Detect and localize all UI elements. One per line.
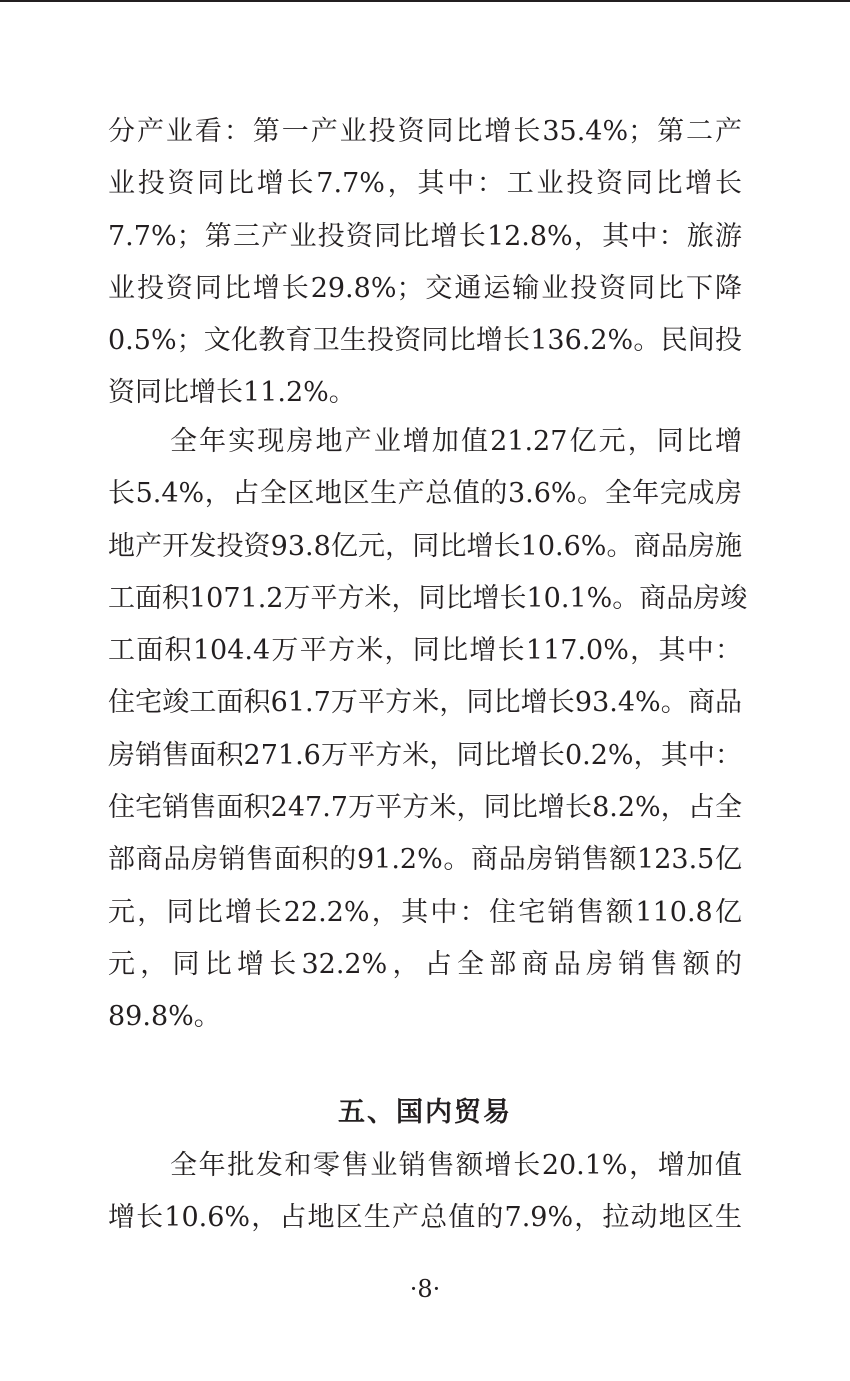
top-border-rule (0, 0, 850, 2)
paragraph-real-estate (108, 416, 748, 1044)
text-line: 增长10.6%，占地区生产总值的7.9%，拉动地区生 (108, 1202, 742, 1234)
text-line: 全年实现房地产业增加值21.27亿元，同比增 (170, 426, 742, 457)
text-line: 工面积1071.2万平方米，同比增长10.1%。商品房竣 (108, 582, 748, 614)
text-line: 元，同比增长32.2%，占全部商品房销售额的 (108, 948, 742, 980)
text-line: 住宅竣工面积61.7万平方米，同比增长93.4%。商品 (108, 687, 742, 719)
text-line: 房销售面积271.6万平方米，同比增长0.2%，其中： (108, 739, 742, 771)
text-line: 部商品房销售面积的91.2%。商品房销售额123.5亿 (108, 844, 742, 876)
text-line: 业投资同比增长7.7%，其中：工业投资同比增长 (108, 168, 742, 200)
paragraph-industry-investment (108, 106, 742, 420)
text-line: 7.7%；第三产业投资同比增长12.8%，其中：旅游 (108, 220, 742, 252)
text-line: 工面积104.4万平方米，同比增长117.0%，其中： (108, 635, 742, 667)
text-line: 分产业看：第一产业投资同比增长35.4%；第二产 (108, 116, 742, 147)
page-number: ·8· (409, 1275, 441, 1303)
text-line: 0.5%；文化教育卫生投资同比增长136.2%。民间投 (108, 325, 742, 357)
text-line: 长5.4%，占全区地区生产总值的3.6%。全年完成房 (108, 478, 742, 510)
text-line: 住宅销售面积247.7万平方米，同比增长8.2%，占全 (108, 792, 742, 824)
section-heading-domestic-trade: 五、国内贸易 (338, 1097, 512, 1128)
text-line: 业投资同比增长29.8%；交通运输业投资同比下降 (108, 272, 742, 304)
text-line: 89.8%。 (108, 1001, 221, 1033)
text-line: 全年批发和零售业销售额增长20.1%，增加值 (170, 1150, 742, 1181)
text-line: 资同比增长11.2%。 (108, 377, 356, 409)
text-line: 元，同比增长22.2%，其中：住宅销售额110.8亿 (108, 896, 742, 928)
text-line: 地产开发投资93.8亿元，同比增长10.6%。商品房施 (108, 530, 742, 562)
paragraph-domestic-trade (108, 1140, 742, 1245)
